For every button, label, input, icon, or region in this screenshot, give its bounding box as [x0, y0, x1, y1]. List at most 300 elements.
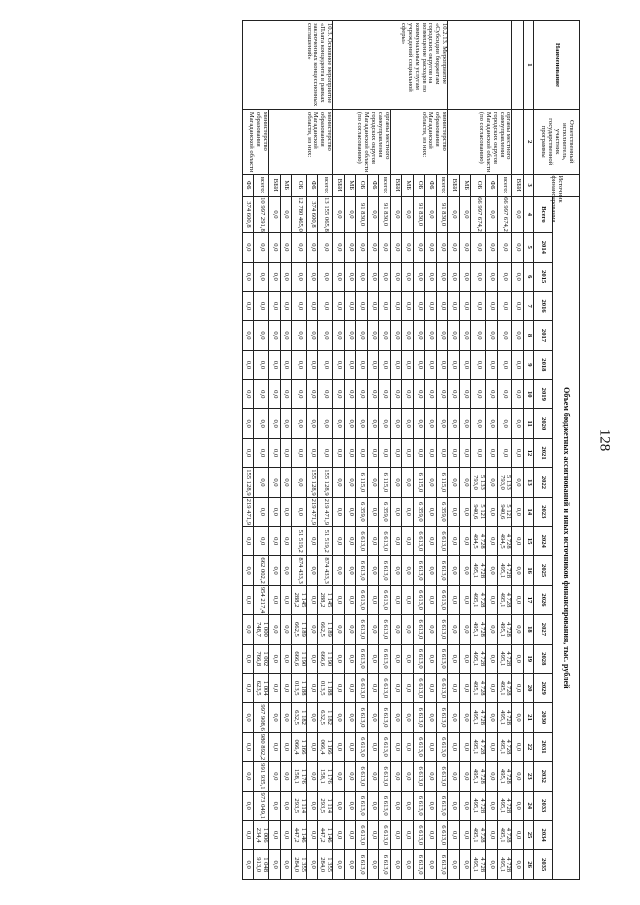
year-value: 0,0 — [512, 438, 524, 467]
year-value: 0,0 — [425, 850, 437, 880]
year-value: 0,0 — [459, 615, 471, 644]
year-value: 0,0 — [367, 820, 379, 849]
year-value: 0,0 — [486, 468, 498, 497]
funding-source: ОБ — [471, 174, 486, 196]
column-number: 9 — [524, 350, 534, 379]
year-value: 6 613,0 — [413, 615, 425, 644]
year-value: 0,0 — [333, 762, 345, 791]
measure-name: 10.3. Основное мероприятие «Плата концедента в рамках заключенных концессионных соглашений» — [242, 21, 333, 110]
year-value: 6 115,0 — [436, 468, 448, 497]
year-value: 0,0 — [459, 291, 471, 320]
funding-source: ФБ — [306, 174, 318, 196]
year-value: 0,0 — [306, 409, 318, 438]
year-value: 5 121 940,6 — [471, 497, 486, 526]
year-value: 0,0 — [242, 585, 254, 614]
header-year: 2014 — [534, 233, 553, 262]
year-value: 874 433,3 — [292, 556, 307, 585]
year-value: 0,0 — [471, 409, 486, 438]
year-value: 0,0 — [367, 791, 379, 820]
year-value: 0,0 — [280, 762, 292, 791]
year-value: 0,0 — [459, 262, 471, 291]
year-value: 0,0 — [379, 409, 391, 438]
year-value: 0,0 — [269, 262, 281, 291]
year-value: 0,0 — [269, 556, 281, 585]
year-value: 0,0 — [512, 703, 524, 732]
year-value: 0,0 — [436, 409, 448, 438]
year-value: 0,0 — [425, 497, 437, 526]
funding-source: ОБ — [413, 174, 425, 196]
table-row — [512, 21, 524, 880]
year-value: 0,0 — [402, 556, 414, 585]
year-value: 0,0 — [512, 820, 524, 849]
year-value: 1 004 623,5 — [254, 673, 269, 702]
total-value: 10 997 291,8 — [254, 196, 269, 232]
year-value: 0,0 — [459, 703, 471, 732]
year-value: 6 613,0 — [379, 585, 391, 614]
year-value: 4 728 495,1 — [471, 791, 486, 820]
year-value: 0,0 — [390, 850, 402, 880]
year-value: 0,0 — [254, 409, 269, 438]
year-value: 0,0 — [390, 468, 402, 497]
year-value: 1 048 913,0 — [254, 850, 269, 880]
year-value: 0,0 — [402, 438, 414, 467]
year-value: 0,0 — [448, 380, 460, 409]
year-value: 6 613,0 — [379, 644, 391, 673]
year-value: 0,0 — [486, 233, 498, 262]
total-value: 0,0 — [367, 196, 379, 232]
year-value: 0,0 — [390, 527, 402, 556]
header-year: 2026 — [534, 585, 553, 614]
year-value: 0,0 — [486, 585, 498, 614]
total-value: 12 780 465,0 — [292, 196, 307, 232]
funding-source: ФБ — [242, 174, 254, 196]
year-value: 0,0 — [413, 350, 425, 379]
year-value: 0,0 — [471, 262, 486, 291]
year-value: 0,0 — [242, 233, 254, 262]
funding-source: МБ — [459, 174, 471, 196]
column-number: 15 — [524, 527, 534, 556]
year-value: 6 613,0 — [436, 762, 448, 791]
total-value: 0,0 — [280, 196, 292, 232]
year-value: 0,0 — [512, 409, 524, 438]
year-value: 0,0 — [436, 291, 448, 320]
year-value: 1 145 288,2 — [318, 585, 333, 614]
header-year: 2022 — [534, 468, 553, 497]
year-value: 0,0 — [448, 850, 460, 880]
year-value: 6 613,0 — [413, 556, 425, 585]
header-year: 2015 — [534, 262, 553, 291]
year-value: 0,0 — [486, 291, 498, 320]
year-value: 0,0 — [413, 291, 425, 320]
total-value: 0,0 — [486, 196, 498, 232]
year-value: 0,0 — [344, 762, 356, 791]
year-value: 0,0 — [269, 321, 281, 350]
measure-name: 10.2.13. Мероприятие «Субсидии бюджетам городских округов на возмещение расходов по коммунальным услугам учреждений социальной сферы» — [333, 21, 448, 110]
year-value: 0,0 — [269, 673, 281, 702]
year-value: 0,0 — [242, 644, 254, 673]
year-value: 0,0 — [292, 233, 307, 262]
year-value: 0,0 — [425, 262, 437, 291]
year-value: 6 613,0 — [356, 791, 368, 820]
year-value: 0,0 — [459, 556, 471, 585]
year-value: 0,0 — [367, 409, 379, 438]
year-value: 980 892,2 — [254, 732, 269, 761]
table-row — [497, 21, 512, 880]
year-value: 0,0 — [459, 409, 471, 438]
year-value: 0,0 — [242, 556, 254, 585]
year-value: 4 728 494,5 — [471, 527, 486, 556]
year-value: 4 728 495,1 — [497, 850, 512, 880]
year-value: 0,0 — [242, 762, 254, 791]
responsible-executor: министерство образования Магаданской области — [242, 109, 268, 174]
year-value: 0,0 — [425, 820, 437, 849]
year-value: 0,0 — [379, 321, 391, 350]
funding-source: ОБ — [292, 174, 307, 196]
year-value: 0,0 — [367, 732, 379, 761]
funding-source: всего: — [379, 174, 391, 196]
year-value: 0,0 — [269, 291, 281, 320]
year-value: 0,0 — [254, 262, 269, 291]
header-year: 2017 — [534, 321, 553, 350]
year-value: 0,0 — [269, 585, 281, 614]
total-value: 0,0 — [448, 196, 460, 232]
year-value: 0,0 — [486, 556, 498, 585]
year-value: 0,0 — [318, 262, 333, 291]
year-value: 0,0 — [344, 409, 356, 438]
year-value: 0,0 — [242, 850, 254, 880]
year-value: 0,0 — [367, 291, 379, 320]
year-value: 0,0 — [486, 438, 498, 467]
year-value: 4 728 495,1 — [497, 615, 512, 644]
year-value: 0,0 — [292, 438, 307, 467]
year-value: 0,0 — [333, 233, 345, 262]
year-value: 0,0 — [486, 732, 498, 761]
year-value: 0,0 — [242, 820, 254, 849]
year-value: 5 121 940,6 — [497, 497, 512, 526]
year-value: 0,0 — [333, 438, 345, 467]
header-name: Наименование — [534, 21, 580, 110]
year-value: 0,0 — [242, 527, 254, 556]
year-value: 0,0 — [333, 644, 345, 673]
year-value: 1 166 066,4 — [292, 732, 307, 761]
page-number: 128 — [596, 428, 613, 452]
year-value: 0,0 — [448, 468, 460, 497]
total-value: 13 155 065,8 — [318, 196, 333, 232]
year-value: 0,0 — [242, 409, 254, 438]
year-value: 0,0 — [425, 556, 437, 585]
year-value: 0,0 — [306, 291, 318, 320]
year-value: 0,0 — [390, 820, 402, 849]
year-value: 0,0 — [333, 321, 345, 350]
column-number: 5 — [524, 233, 534, 262]
year-value: 0,0 — [459, 527, 471, 556]
column-number: 1 — [524, 21, 534, 110]
year-value: 6 613,0 — [356, 820, 368, 849]
year-value: 0,0 — [306, 321, 318, 350]
year-value: 0,0 — [280, 703, 292, 732]
year-value: 0,0 — [471, 291, 486, 320]
year-value: 0,0 — [486, 820, 498, 849]
year-value: 0,0 — [497, 409, 512, 438]
year-value: 0,0 — [280, 673, 292, 702]
year-value: 1 355 284,0 — [318, 850, 333, 880]
year-value: 0,0 — [425, 233, 437, 262]
year-value: 0,0 — [512, 262, 524, 291]
year-value: 0,0 — [269, 350, 281, 379]
year-value: 219 471,9 — [242, 497, 254, 526]
year-value: 0,0 — [390, 438, 402, 467]
year-value: 4 728 495,1 — [497, 703, 512, 732]
year-value: 0,0 — [486, 703, 498, 732]
year-value: 0,0 — [292, 380, 307, 409]
year-value: 0,0 — [425, 438, 437, 467]
year-value: 0,0 — [448, 438, 460, 467]
year-value: 0,0 — [448, 820, 460, 849]
year-value: 0,0 — [402, 820, 414, 849]
year-value: 0,0 — [413, 409, 425, 438]
year-value: 6 613,0 — [413, 732, 425, 761]
year-value: 6 613,0 — [413, 585, 425, 614]
year-value: 4 728 495,1 — [471, 556, 486, 585]
year-value: 6 115,0 — [379, 468, 391, 497]
year-value: 0,0 — [459, 321, 471, 350]
year-value: 0,0 — [512, 673, 524, 702]
year-value: 0,0 — [333, 468, 345, 497]
year-value: 0,0 — [425, 791, 437, 820]
year-value: 0,0 — [486, 644, 498, 673]
year-value: 0,0 — [333, 673, 345, 702]
year-value: 0,0 — [280, 233, 292, 262]
year-value: 4 728 495,1 — [471, 762, 486, 791]
year-value: 0,0 — [242, 380, 254, 409]
column-number: 7 — [524, 291, 534, 320]
year-value: 0,0 — [292, 262, 307, 291]
year-value: 0,0 — [486, 409, 498, 438]
year-value: 1 114 293,5 — [318, 791, 333, 820]
year-value: 6 613,0 — [436, 556, 448, 585]
year-value: 4 728 495,1 — [471, 850, 486, 880]
year-value: 0,0 — [254, 350, 269, 379]
year-value: 0,0 — [448, 262, 460, 291]
year-value: 0,0 — [367, 527, 379, 556]
header-year: 2034 — [534, 820, 553, 849]
header-year: 2023 — [534, 497, 553, 526]
year-value: 0,0 — [448, 527, 460, 556]
year-value: 0,0 — [390, 350, 402, 379]
year-value: 6 115,0 — [413, 468, 425, 497]
year-value: 0,0 — [448, 233, 460, 262]
column-number: 13 — [524, 468, 534, 497]
year-value: 0,0 — [390, 233, 402, 262]
year-value: 0,0 — [356, 380, 368, 409]
year-value: 5 133 793,0 — [471, 468, 486, 497]
year-value: 954 217,4 — [254, 585, 269, 614]
year-value: 0,0 — [367, 644, 379, 673]
year-value: 0,0 — [367, 497, 379, 526]
year-value: 0,0 — [318, 291, 333, 320]
year-value: 6 613,0 — [379, 673, 391, 702]
funding-source: ОБ — [356, 174, 368, 196]
year-value: 4 728 495,1 — [497, 673, 512, 702]
column-number: 6 — [524, 262, 534, 291]
year-value: 0,0 — [280, 438, 292, 467]
year-value: 5 133 793,0 — [497, 468, 512, 497]
header-total: Всего — [534, 196, 553, 232]
header-year: 2035 — [534, 850, 553, 880]
year-value: 0,0 — [280, 497, 292, 526]
funding-source: ВБИ — [448, 174, 460, 196]
year-value: 0,0 — [402, 497, 414, 526]
year-value: 0,0 — [512, 291, 524, 320]
year-value: 0,0 — [486, 321, 498, 350]
year-value: 0,0 — [356, 233, 368, 262]
year-value: 4 728 495,1 — [471, 732, 486, 761]
year-value: 0,0 — [333, 409, 345, 438]
year-value: 0,0 — [242, 703, 254, 732]
year-value: 0,0 — [318, 409, 333, 438]
year-value: 155 128,9 — [242, 468, 254, 497]
year-value: 0,0 — [242, 438, 254, 467]
year-value: 0,0 — [390, 762, 402, 791]
year-value: 0,0 — [512, 644, 524, 673]
year-value: 0,0 — [318, 350, 333, 379]
year-value: 0,0 — [436, 350, 448, 379]
year-value: 0,0 — [459, 850, 471, 880]
funding-source: ВБИ — [333, 174, 345, 196]
column-number: 16 — [524, 556, 534, 585]
funding-source: всего: — [497, 174, 512, 196]
year-value: 0,0 — [344, 615, 356, 644]
total-value: 0,0 — [333, 196, 345, 232]
year-value: 0,0 — [402, 321, 414, 350]
year-value: 0,0 — [333, 703, 345, 732]
year-value: 0,0 — [344, 321, 356, 350]
year-value: 0,0 — [367, 585, 379, 614]
year-value: 0,0 — [344, 468, 356, 497]
year-value: 0,0 — [448, 585, 460, 614]
year-value: 0,0 — [436, 380, 448, 409]
year-value: 0,0 — [390, 380, 402, 409]
year-value: 0,0 — [269, 703, 281, 732]
header-year: 2027 — [534, 615, 553, 644]
header-year: 2030 — [534, 703, 553, 732]
year-value: 1 006 234,4 — [254, 820, 269, 849]
year-value: 51 519,2 — [318, 527, 333, 556]
year-value: 0,0 — [459, 732, 471, 761]
funding-source: ВБИ — [269, 174, 281, 196]
year-value: 0,0 — [459, 644, 471, 673]
year-value: 662 002,2 — [254, 556, 269, 585]
year-value: 0,0 — [390, 409, 402, 438]
year-value: 0,0 — [402, 350, 414, 379]
year-value: 4 728 495,1 — [497, 585, 512, 614]
total-value: 0,0 — [269, 196, 281, 232]
year-value: 6 613,0 — [356, 615, 368, 644]
year-value: 6 613,0 — [436, 791, 448, 820]
year-value: 0,0 — [471, 380, 486, 409]
year-value: 6 613,0 — [356, 644, 368, 673]
funding-source: ВБИ — [390, 174, 402, 196]
year-value: 0,0 — [367, 673, 379, 702]
year-value: 0,0 — [448, 732, 460, 761]
year-value: 0,0 — [425, 527, 437, 556]
year-value: 219 471,9 — [306, 497, 318, 526]
year-value: 6 115,0 — [356, 468, 368, 497]
column-number: 11 — [524, 409, 534, 438]
year-value: 0,0 — [333, 262, 345, 291]
year-value: 0,0 — [242, 350, 254, 379]
year-value: 0,0 — [280, 585, 292, 614]
year-value: 0,0 — [471, 350, 486, 379]
year-value: 6 613,0 — [379, 762, 391, 791]
year-value: 0,0 — [306, 791, 318, 820]
table-title: Объем бюджетных ассигнований и иных источников финансирования, тыс. рублей — [562, 387, 572, 689]
year-value: 0,0 — [512, 468, 524, 497]
year-value: 0,0 — [333, 527, 345, 556]
year-value: 6 613,0 — [413, 820, 425, 849]
year-value: 0,0 — [512, 732, 524, 761]
column-number: 14 — [524, 497, 534, 526]
funding-source: ФБ — [367, 174, 379, 196]
year-value: 0,0 — [486, 762, 498, 791]
header-year: 2021 — [534, 438, 553, 467]
year-value: 0,0 — [448, 673, 460, 702]
column-number: 2 — [524, 109, 534, 174]
year-value: 0,0 — [425, 673, 437, 702]
column-number: 4 — [524, 196, 534, 232]
year-value: 0,0 — [367, 438, 379, 467]
year-value: 0,0 — [459, 233, 471, 262]
year-value: 6 613,0 — [436, 644, 448, 673]
year-value: 1 000 748,7 — [254, 615, 269, 644]
year-value: 0,0 — [425, 350, 437, 379]
year-value: 0,0 — [390, 644, 402, 673]
year-value: 6 613,0 — [436, 673, 448, 702]
year-value: 0,0 — [242, 262, 254, 291]
year-value: 6 613,0 — [413, 527, 425, 556]
total-value: 91 830,0 — [413, 196, 425, 232]
year-value: 0,0 — [269, 850, 281, 880]
year-value: 1 145 288,2 — [292, 585, 307, 614]
year-value: 0,0 — [402, 380, 414, 409]
year-value: 0,0 — [306, 762, 318, 791]
year-value: 0,0 — [344, 644, 356, 673]
year-value: 0,0 — [497, 291, 512, 320]
year-value: 0,0 — [333, 791, 345, 820]
header-year: 2016 — [534, 291, 553, 320]
responsible-executor: министерство образования Магаданской области, из них: — [269, 109, 333, 174]
year-value: 0,0 — [333, 585, 345, 614]
year-value: 6 613,0 — [379, 791, 391, 820]
year-value: 0,0 — [254, 321, 269, 350]
year-value: 6 613,0 — [356, 850, 368, 880]
year-value: 0,0 — [269, 644, 281, 673]
year-value: 0,0 — [242, 321, 254, 350]
year-value: 0,0 — [333, 556, 345, 585]
financing-table — [242, 20, 580, 880]
column-number: 17 — [524, 585, 534, 614]
column-number: 12 — [524, 438, 534, 467]
year-value: 0,0 — [436, 321, 448, 350]
year-value: 0,0 — [318, 380, 333, 409]
year-value: 1 355 284,0 — [292, 850, 307, 880]
year-value: 0,0 — [497, 350, 512, 379]
header-year: 2018 — [534, 350, 553, 379]
year-value: 0,0 — [512, 233, 524, 262]
year-value: 6 613,0 — [413, 762, 425, 791]
header-source: Источник финансирования — [534, 174, 580, 196]
year-value: 0,0 — [448, 291, 460, 320]
